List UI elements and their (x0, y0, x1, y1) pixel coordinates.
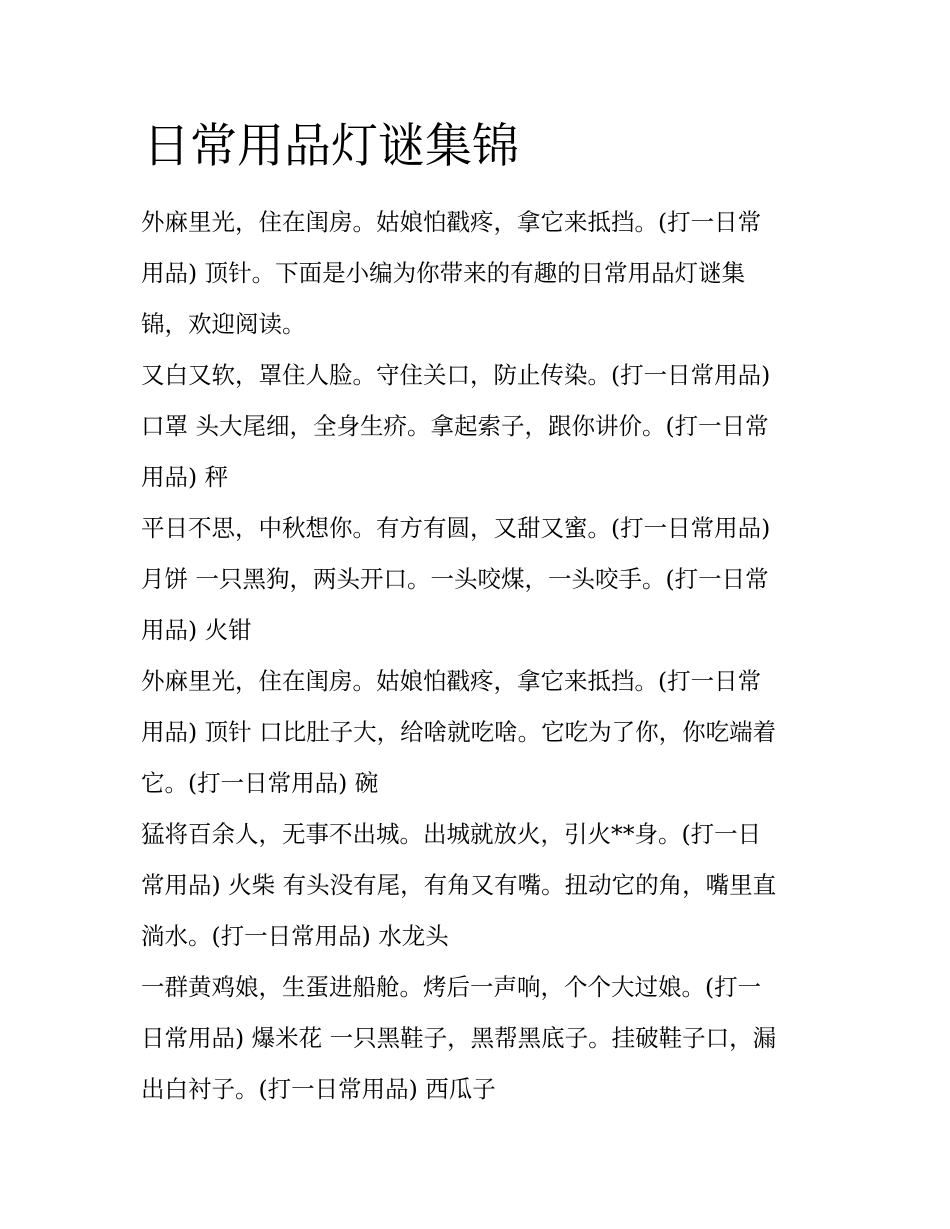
paragraph-2 (141, 350, 811, 503)
text-line: 日常用品) 爆米花 一只黑鞋子，黑帮黑底子。挂破鞋子口，漏 (141, 1024, 777, 1052)
paragraph-6 (141, 962, 811, 1115)
text-line: 出白衬子。(打一日常用品) 西瓜子 (141, 1075, 496, 1103)
text-line: 它。(打一日常用品) 碗 (141, 769, 379, 797)
document-body (141, 197, 811, 1115)
text-line: 用品) 顶针。下面是小编为你带来的有趣的日常用品灯谜集 (141, 259, 746, 287)
text-line: 淌水。(打一日常用品) 水龙头 (141, 922, 449, 950)
text-line: 外麻里光，住在闺房。姑娘怕戳疼，拿它来抵挡。(打一日常 (141, 667, 762, 695)
text-line: 用品) 顶针 口比肚子大，给啥就吃啥。它吃为了你，你吃端着 (141, 718, 777, 746)
text-line: 月饼 一只黑狗，两头开口。一头咬煤，一头咬手。(打一日常 (141, 565, 769, 593)
paragraph-5 (141, 809, 811, 962)
text-line: 口罩 头大尾细，全身生疥。拿起索子，跟你讲价。(打一日常 (141, 412, 769, 440)
text-line: 用品) 火钳 (141, 616, 252, 644)
text-line: 常用品) 火柴 有头没有尾，有角又有嘴。扭动它的角，嘴里直 (141, 871, 777, 899)
text-line: 外麻里光，住在闺房。姑娘怕戳疼，拿它来抵挡。(打一日常 (141, 208, 762, 236)
paragraph-1 (141, 197, 811, 350)
paragraph-4 (141, 656, 811, 809)
paragraph-3 (141, 503, 811, 656)
text-line: 平日不思，中秋想你。有方有圆，又甜又蜜。(打一日常用品) (141, 514, 771, 542)
text-line: 猛将百余人，无事不出城。出城就放火，引火**身。(打一日 (141, 820, 762, 848)
text-line: 一群黄鸡娘，生蛋进船舱。烤后一声响，个个大过娘。(打一 (141, 973, 762, 1001)
text-line: 又白又软，罩住人脸。守住关口，防止传染。(打一日常用品) (141, 361, 771, 389)
text-line: 锦，欢迎阅读。 (141, 310, 306, 338)
page-title: 日常用品灯谜集锦 (143, 119, 519, 174)
text-line: 用品) 秤 (141, 463, 229, 491)
